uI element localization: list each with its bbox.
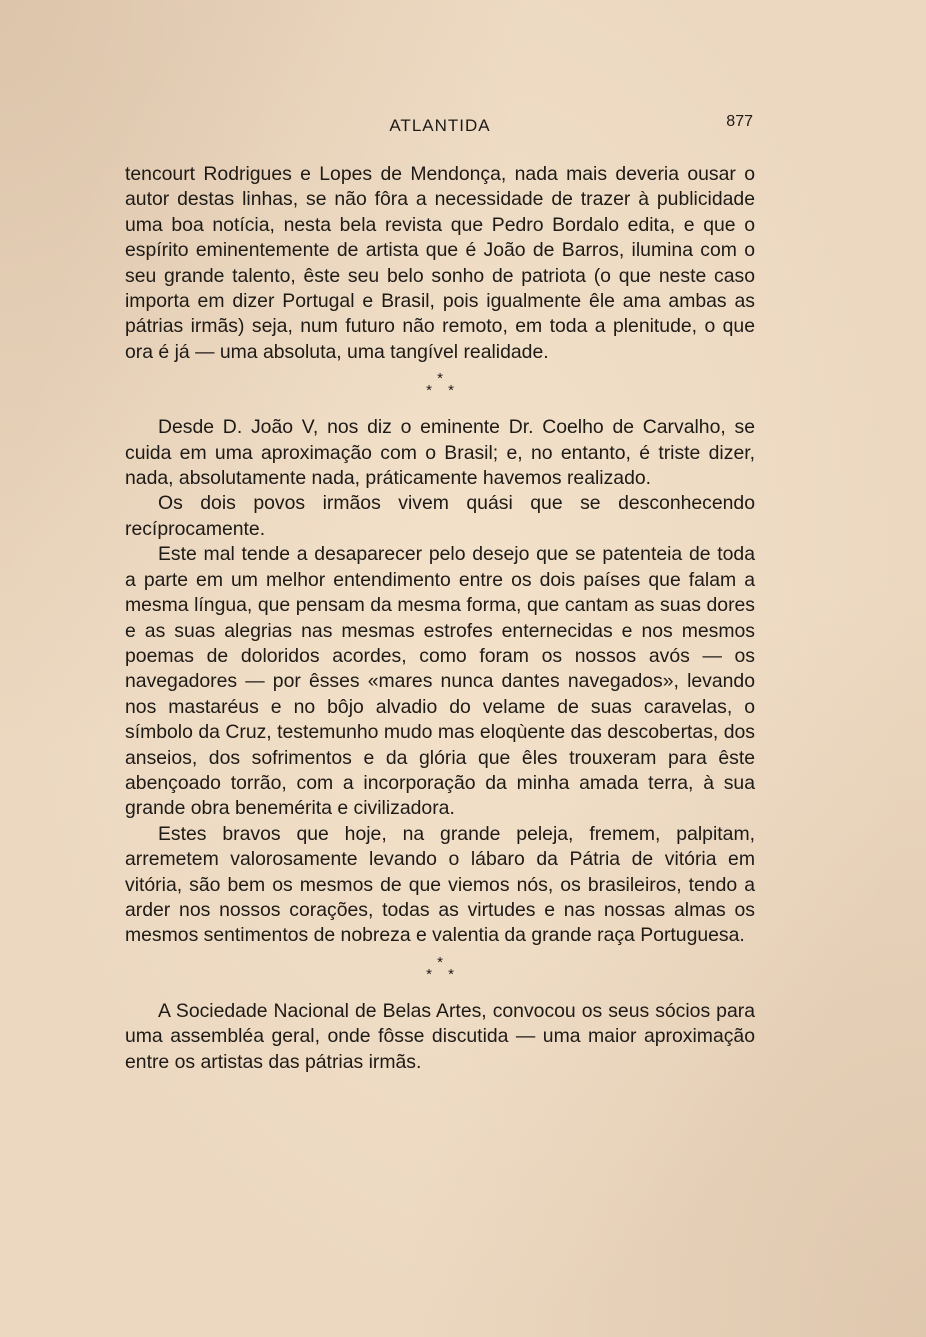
asterism-top: * — [437, 953, 443, 971]
running-head — [125, 113, 755, 138]
paragraph-5: Estes bravos que hoje, na grande peleja, fremem, palpitam, arremetem valorosamente levando o lábaro da Pátria de vitória em vitória, são bem os mesmos de que viemos nós, os brasileiros, tendo a arder nos nossos corações, todas as virtudes e nas nossas almas os mesmos sentimentos de nobreza e valentia da grande raça Portuguesa. — [125, 822, 755, 947]
asterism-bottom: * * — [426, 382, 460, 400]
paragraph-1: tencourt Rodrigues e Lopes de Mendonça, nada mais deveria ousar o autor destas linhas, se não fôra a necessidade de trazer à publicidade uma boa notícia, nesta bela revista que Pedro Bordalo edita, e que o espírito eminentemente de artista que é João de Barros, ilumina com o seu grande talento, êste seu belo sonho de patriota (o que neste caso importa em dizer Portugal e Brasil, pois igualmente êle ama ambas as pátrias irmãs) seja, num futuro não remoto, em toda a plenitude, o que ora é já — uma absoluta, uma tangível realidade. — [125, 163, 755, 363]
section-separator-2 — [125, 953, 755, 999]
body-text — [125, 162, 755, 1075]
paragraph-4: Este mal tende a desaparecer pelo desejo que se patenteia de toda a parte em um melhor entendimento entre os dois países que falam a mesma língua, que pensam da mesma forma, que cantam as suas dores e as suas alegrias nas mesmas estrofes enternecidas e nos mesmos poemas de doloridos acordes, como foram os nossos avós — os navegadores — por êsses «mares nunca dantes navegados», levando nos mastaréus e no bôjo alvadio do velame de suas caravelas, o símbolo da Cruz, testemunho mudo mas eloqùente das descobertas, dos anseios, dos sofrimentos e da glória que êles trouxeram para êste abençoado torrão, com a incorporação da minha amada terra, à sua grande obra benemérita e civilizadora. — [125, 543, 755, 820]
asterism-bottom: * * — [426, 965, 460, 983]
paragraph-6: A Sociedade Nacional de Belas Artes, convocou os seus sócios para uma assembléa geral, onde fôsse discutida — uma maior aproximação entre os artistas das pátrias irmãs. — [125, 999, 755, 1073]
asterism-top: * — [437, 370, 443, 388]
page-number: 877 — [726, 113, 753, 130]
running-title: ATLANTIDA — [389, 116, 491, 135]
paragraph-3: Os dois povos irmãos vivem quási que se desconhecendo recíprocamente. — [125, 492, 755, 540]
section-separator-1 — [125, 370, 755, 415]
paragraph-2: Desde D. João V, nos diz o eminente Dr. Coelho de Carvalho, se cuida em uma aproximação com o Brasil; e, no entanto, é triste dizer, nada, absolutamente nada, práticamente havemos realizado. — [125, 416, 755, 490]
